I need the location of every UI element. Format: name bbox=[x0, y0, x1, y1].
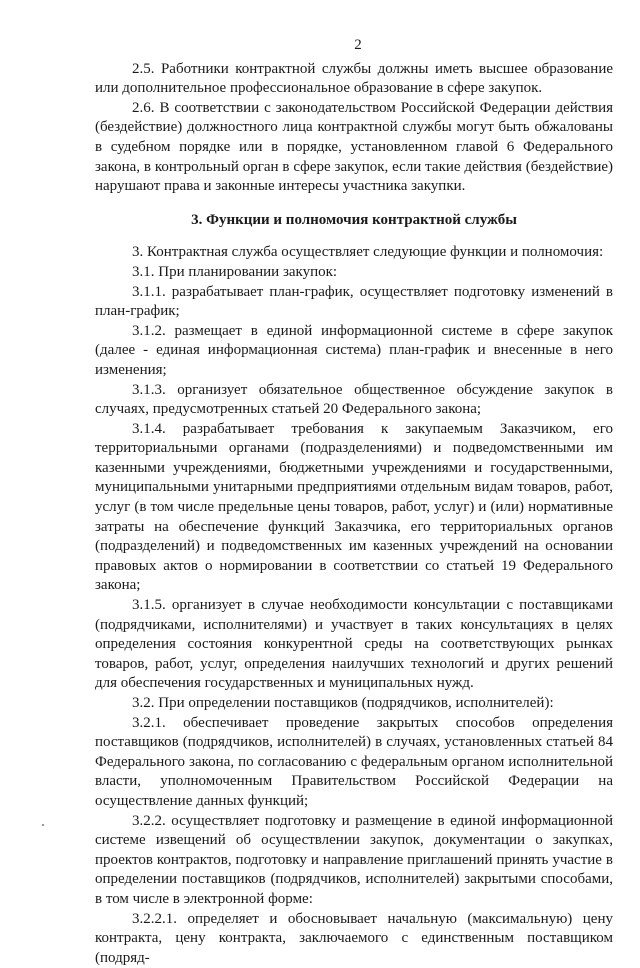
scan-speck bbox=[42, 824, 44, 826]
paragraph-3-2-2-1: 3.2.2.1. определяет и обосновывает начальную (максимальную) цену контракта, цену контракта, заключаемого с единственным поставщиком (подряд- bbox=[95, 910, 613, 966]
paragraph-3-1: 3.1. При планировании закупок: bbox=[132, 263, 338, 280]
paragraph-3-2-1: 3.2.1. обеспечивает проведение закрытых способов определения поставщиков (подрядчиков, исполнителей) в случаях, установленных статьей 84 Федерального закона, по согласованию с федеральным органом исполнительной власти, уполномоченным Правительством Российской Федерации на осуществление данных функций; bbox=[95, 714, 613, 809]
section-heading: 3. Функции и полномочия контрактной службы bbox=[191, 211, 517, 228]
paragraph-3-1-1: 3.1.1. разрабатывает план-график, осуществляет подготовку изменений в план-график; bbox=[95, 283, 613, 320]
paragraph-3-1-2: 3.1.2. размещает в единой информационной системе в сфере закупок (далее - единая информационная система) план-график и внесенные в него изменения; bbox=[95, 322, 613, 378]
paragraph-2-5: 2.5. Работники контрактной службы должны иметь высшее образование или дополнительное профессиональное образование в сфере закупок. bbox=[95, 60, 613, 97]
paragraph-3-1-3: 3.1.3. организует обязательное общественное обсуждение закупок в случаях, предусмотренных статьей 20 Федерального закона; bbox=[95, 381, 613, 418]
paragraph-3: 3. Контрактная служба осуществляет следующие функции и полномочия: bbox=[132, 244, 604, 261]
paragraph-3-2-2: 3.2.2. осуществляет подготовку и размещение в единой информационной системе извещений об осуществлении закупок, документации о закупках, проектов контрактов, подготовку и направление приглашений принять участие в определении поставщиков (подрядчиков, исполнителей) закрытыми способами, в том числе в электронной форме: bbox=[95, 812, 613, 907]
paragraph-2-6: 2.6. В соответствии с законодательством Российской Федерации действия (бездействие) должностного лица контрактной службы могут быть обжалованы в судебном порядке или в порядке, установленном главой 6 Федерального закона, в контрольный орган в сфере закупок, если такие действия (бездействие) нарушают права и законные интересы участника закупки. bbox=[95, 99, 613, 195]
paragraph-3-1-5: 3.1.5. организует в случае необходимости консультации с поставщиками (подрядчиками, исполнителями) и участвует в таких консультациях в целях определения состояния конкурентной среды на соответствующих рынках товаров, работ, услуг, определения наилучших технологий и других решений для обеспечения государственных и муниципальных нужд. bbox=[95, 597, 613, 692]
page-number: 2 bbox=[354, 37, 362, 53]
paragraph-3-2: 3.2. При определении поставщиков (подрядчиков, исполнителей): bbox=[132, 695, 554, 711]
paragraph-3-1-4: 3.1.4. разрабатывает требования к закупаемым Заказчиком, его территориальными органами (подразделениями) и подведомственными им казенными учреждениями, бюджетными учреждениями и государственными, муниципальными унитарными предприятиями отдельным видам товаров, работ, услуг (в том числе предельные цены товаров, работ, услуг) и (или) нормативные затраты на обеспечение функций Заказчика, его территориальных органов (подразделений) и подведомственных им казенных учреждений на основании правовых актов о нормировании в соответствии со статьей 19 Федерального закона; bbox=[95, 420, 613, 594]
document-page bbox=[95, 36, 613, 968]
